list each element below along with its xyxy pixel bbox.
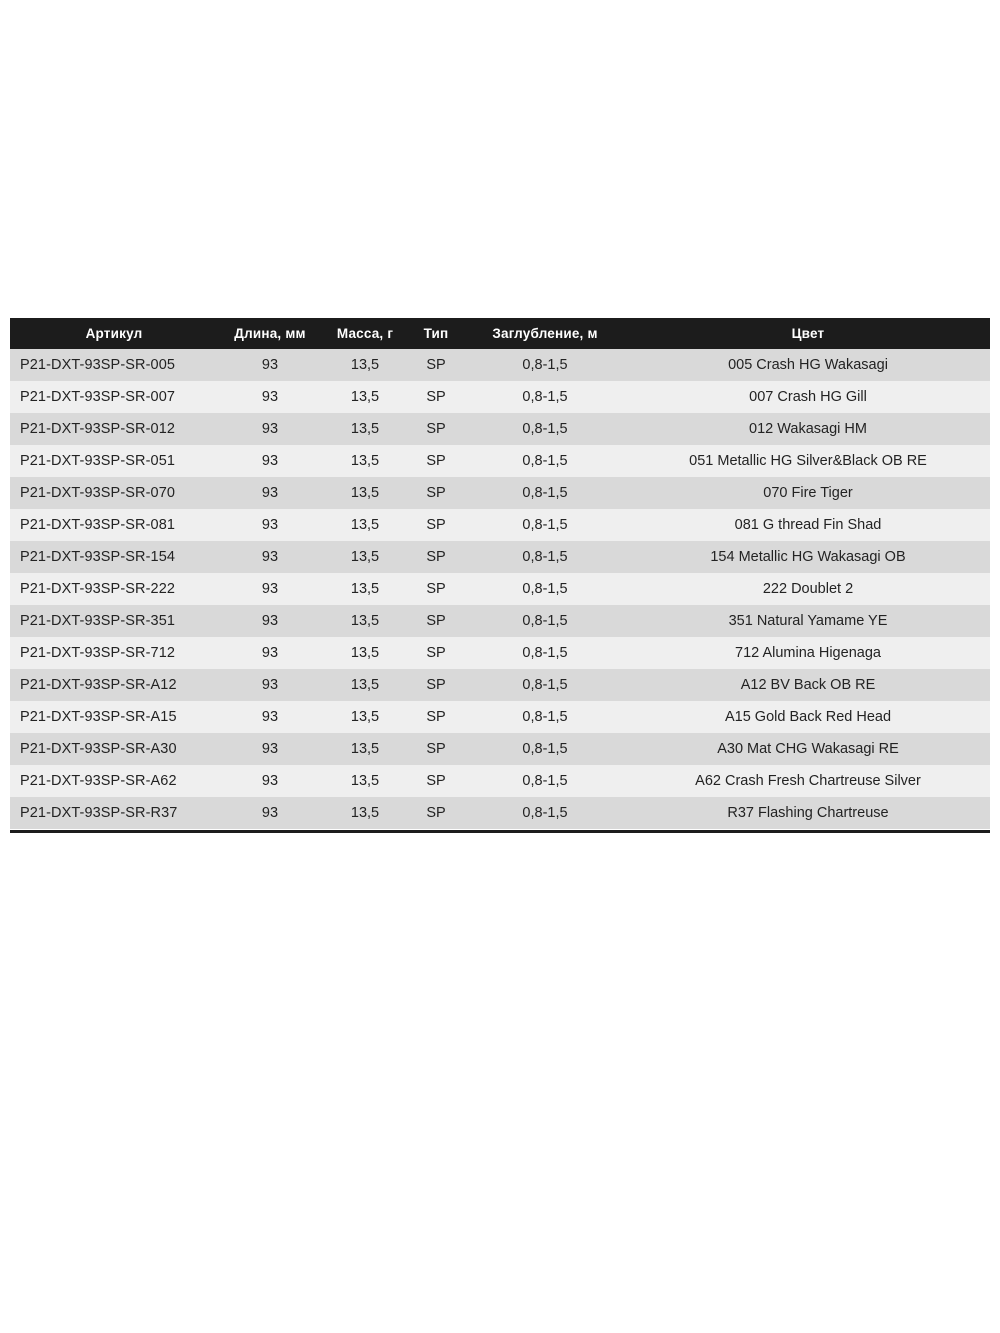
column-header-article: Артикул (10, 318, 218, 349)
cell-length: 93 (218, 349, 322, 381)
cell-mass: 13,5 (322, 413, 408, 445)
cell-color: A12 BV Back OB RE (626, 669, 990, 701)
cell-color: A62 Crash Fresh Chartreuse Silver (626, 765, 990, 797)
cell-type: SP (408, 637, 464, 669)
cell-type: SP (408, 349, 464, 381)
cell-color: R37 Flashing Chartreuse (626, 797, 990, 829)
cell-type: SP (408, 605, 464, 637)
cell-length: 93 (218, 573, 322, 605)
cell-length: 93 (218, 765, 322, 797)
table-row (10, 381, 990, 413)
cell-depth: 0,8-1,5 (464, 413, 626, 445)
cell-depth: 0,8-1,5 (464, 477, 626, 509)
cell-mass: 13,5 (322, 573, 408, 605)
table-row (10, 541, 990, 573)
cell-length: 93 (218, 509, 322, 541)
specification-table (10, 318, 990, 829)
table-row (10, 765, 990, 797)
cell-article: P21-DXT-93SP-SR-051 (10, 445, 218, 477)
cell-mass: 13,5 (322, 445, 408, 477)
cell-depth: 0,8-1,5 (464, 765, 626, 797)
cell-mass: 13,5 (322, 349, 408, 381)
cell-depth: 0,8-1,5 (464, 445, 626, 477)
cell-depth: 0,8-1,5 (464, 637, 626, 669)
cell-mass: 13,5 (322, 605, 408, 637)
cell-depth: 0,8-1,5 (464, 573, 626, 605)
cell-mass: 13,5 (322, 381, 408, 413)
table-row (10, 413, 990, 445)
cell-length: 93 (218, 477, 322, 509)
cell-mass: 13,5 (322, 765, 408, 797)
cell-depth: 0,8-1,5 (464, 701, 626, 733)
cell-mass: 13,5 (322, 669, 408, 701)
column-header-mass: Масса, г (322, 318, 408, 349)
cell-type: SP (408, 541, 464, 573)
cell-type: SP (408, 669, 464, 701)
cell-color: 154 Metallic HG Wakasagi OB (626, 541, 990, 573)
cell-length: 93 (218, 669, 322, 701)
cell-article: P21-DXT-93SP-SR-007 (10, 381, 218, 413)
cell-type: SP (408, 509, 464, 541)
cell-depth: 0,8-1,5 (464, 349, 626, 381)
cell-mass: 13,5 (322, 797, 408, 829)
cell-article: P21-DXT-93SP-SR-712 (10, 637, 218, 669)
cell-color: 081 G thread Fin Shad (626, 509, 990, 541)
table-row (10, 509, 990, 541)
cell-color: 351 Natural Yamame YE (626, 605, 990, 637)
cell-type: SP (408, 477, 464, 509)
cell-type: SP (408, 573, 464, 605)
column-header-length: Длина, мм (218, 318, 322, 349)
column-header-depth: Заглубление, м (464, 318, 626, 349)
cell-length: 93 (218, 541, 322, 573)
cell-article: P21-DXT-93SP-SR-A62 (10, 765, 218, 797)
cell-length: 93 (218, 637, 322, 669)
table-header (10, 318, 990, 349)
cell-depth: 0,8-1,5 (464, 797, 626, 829)
cell-color: 012 Wakasagi HM (626, 413, 990, 445)
table-row (10, 445, 990, 477)
table-row (10, 637, 990, 669)
cell-type: SP (408, 445, 464, 477)
cell-depth: 0,8-1,5 (464, 509, 626, 541)
table-row (10, 477, 990, 509)
cell-type: SP (408, 797, 464, 829)
cell-color: 051 Metallic HG Silver&Black OB RE (626, 445, 990, 477)
cell-type: SP (408, 733, 464, 765)
cell-color: 007 Crash HG Gill (626, 381, 990, 413)
cell-length: 93 (218, 797, 322, 829)
cell-mass: 13,5 (322, 509, 408, 541)
cell-color: 222 Doublet 2 (626, 573, 990, 605)
cell-mass: 13,5 (322, 701, 408, 733)
cell-type: SP (408, 413, 464, 445)
cell-type: SP (408, 701, 464, 733)
cell-color: A30 Mat CHG Wakasagi RE (626, 733, 990, 765)
cell-article: P21-DXT-93SP-SR-012 (10, 413, 218, 445)
cell-length: 93 (218, 381, 322, 413)
cell-length: 93 (218, 701, 322, 733)
table-row (10, 733, 990, 765)
cell-article: P21-DXT-93SP-SR-A15 (10, 701, 218, 733)
cell-color: 712 Alumina Higenaga (626, 637, 990, 669)
cell-depth: 0,8-1,5 (464, 733, 626, 765)
cell-type: SP (408, 765, 464, 797)
table-bottom-rule (10, 830, 990, 833)
column-header-type: Тип (408, 318, 464, 349)
cell-article: P21-DXT-93SP-SR-A30 (10, 733, 218, 765)
cell-mass: 13,5 (322, 733, 408, 765)
table-row (10, 701, 990, 733)
cell-mass: 13,5 (322, 477, 408, 509)
table-row (10, 605, 990, 637)
cell-color: A15 Gold Back Red Head (626, 701, 990, 733)
cell-color: 005 Crash HG Wakasagi (626, 349, 990, 381)
cell-article: P21-DXT-93SP-SR-005 (10, 349, 218, 381)
cell-length: 93 (218, 733, 322, 765)
cell-length: 93 (218, 605, 322, 637)
table-row (10, 797, 990, 829)
cell-color: 070 Fire Tiger (626, 477, 990, 509)
table-header-row (10, 318, 990, 349)
cell-article: P21-DXT-93SP-SR-A12 (10, 669, 218, 701)
cell-article: P21-DXT-93SP-SR-154 (10, 541, 218, 573)
cell-depth: 0,8-1,5 (464, 541, 626, 573)
cell-type: SP (408, 381, 464, 413)
cell-mass: 13,5 (322, 637, 408, 669)
cell-length: 93 (218, 413, 322, 445)
cell-mass: 13,5 (322, 541, 408, 573)
cell-article: P21-DXT-93SP-SR-351 (10, 605, 218, 637)
table-row (10, 349, 990, 381)
table-body (10, 349, 990, 829)
cell-article: P21-DXT-93SP-SR-222 (10, 573, 218, 605)
cell-depth: 0,8-1,5 (464, 669, 626, 701)
column-header-color: Цвет (626, 318, 990, 349)
cell-article: P21-DXT-93SP-SR-070 (10, 477, 218, 509)
cell-depth: 0,8-1,5 (464, 605, 626, 637)
cell-article: P21-DXT-93SP-SR-R37 (10, 797, 218, 829)
cell-depth: 0,8-1,5 (464, 381, 626, 413)
specification-table-container (10, 318, 990, 829)
table-row (10, 573, 990, 605)
cell-article: P21-DXT-93SP-SR-081 (10, 509, 218, 541)
cell-length: 93 (218, 445, 322, 477)
table-row (10, 669, 990, 701)
